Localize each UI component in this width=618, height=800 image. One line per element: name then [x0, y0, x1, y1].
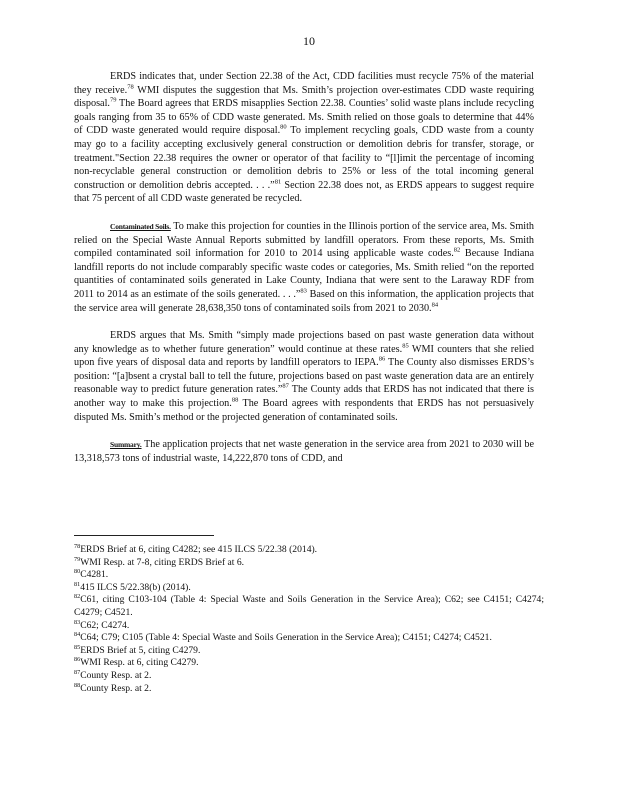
footnote-text: C64; C79; C105 (Table 4: Special Waste and Soils Generation in the Service Area); C4151; C4274; C4521. — [80, 632, 492, 644]
footnote — [74, 670, 544, 683]
footnote-text: ERDS Brief at 6, citing C4282; see 415 ILCS 5/22.38 (2014). — [80, 544, 318, 555]
footnote-text: County Resp. at 2. — [80, 669, 152, 681]
footnote — [74, 632, 544, 645]
paragraph-text: The Board agrees that ERDS misapplies Section 22.38. Counties’ solid waste plans include recycling goals ranging from 35 to 65% of CDD waste generated. Ms. Smith relied on those goals to determine that 44% of CDD waste generated would require disposal. — [74, 98, 534, 137]
footnote-ref: 87 — [282, 383, 289, 391]
footnote-ref: 79 — [109, 96, 117, 104]
footnote-text: C4281. — [80, 569, 109, 581]
paragraph-text: To make this projection for counties in the Illinois portion of the service area, Ms. Smith relied on the Special Waste Annual Reports submitted by landfill operators. From these reports, Ms. Smith compiled contaminated soil information for 2010 to 2014 using applicable waste codes. — [74, 220, 534, 260]
paragraph — [74, 220, 534, 315]
footnote-text: WMI Resp. at 6, citing C4279. — [80, 657, 199, 669]
paragraph — [74, 329, 534, 424]
footnote — [74, 657, 544, 670]
footnote-ref: 83 — [300, 287, 307, 295]
paragraph-text: WMI counters that she relied upon five years of disposal data and reports by landfill operators to IEPA. — [74, 343, 534, 369]
footnote-text: WMI Resp. at 7-8, citing ERDS Brief at 6. — [80, 556, 245, 568]
footnote-ref: 82 — [453, 246, 461, 254]
footnote-ref: 80 — [280, 123, 287, 131]
footnote — [74, 645, 544, 658]
paragraph-text: The Board agrees with respondents that ERDS has not persuasively disputed Ms. Smith’s method or the projected generation of contaminated soils. — [74, 398, 534, 423]
footnote — [74, 569, 544, 582]
paragraph-heading: Summary. — [110, 440, 142, 450]
body-text — [74, 70, 534, 479]
page-number: 10 — [303, 34, 315, 48]
footnote-ref: 86 — [378, 355, 386, 363]
paragraph-text: Based on this information, the application projects that the service area will generate 28,638,350 tons of contaminated soils from 2021 to 2030. — [74, 288, 534, 314]
paragraph-text: To implement recycling goals, CDD waste from a county may go to a facility accepting exclusively general construction or demolition debris for transfer, storage, or treatment."Section 22.38 requires the owner or operator of that facility to “[l]imit the percentage of incoming non-recyclable general construction or demolition debris to 25% or less of the total incoming general construction or demolition debris accepted. . . .” — [74, 125, 534, 191]
paragraph-text: ERDS argues that Ms. Smith “simply made projections based on past waste generation data without any knowledge as to whether future generation” would continue at these rates. — [74, 330, 534, 355]
footnote-number: 81 — [74, 580, 81, 588]
paragraph — [74, 70, 534, 206]
footnote-text: C61, citing C103-104 (Table 4: Special Waste and Soils Generation in the Service Area); C62; see C4151; C4274; C4279; C4521. — [74, 594, 544, 618]
footnote — [74, 620, 544, 633]
footnote-number: 86 — [74, 656, 81, 664]
footnote-ref: 88 — [231, 396, 239, 404]
footnote-number: 80 — [74, 568, 81, 575]
footnote-ref: 78 — [127, 83, 134, 91]
footnote-number: 83 — [74, 618, 81, 626]
footnote — [74, 683, 544, 696]
footnote-text: County Resp. at 2. — [80, 682, 152, 694]
footnote-separator — [74, 535, 214, 536]
footnote — [74, 594, 544, 619]
footnote-text: ERDS Brief at 5, citing C4279. — [80, 644, 201, 656]
paragraph-text: Because Indiana landfill reports do not include comparably specific waste codes or categories, Ms. Smith relied “on the reported quantities of contaminated soils generated in Lake County, Indiana that were sent to the Laraway RDF from 2011 to 2014 as an estimate of the soils generated. . . .” — [74, 248, 534, 300]
footnote — [74, 557, 544, 570]
paragraph-text: The County adds that ERDS has not indicated that there is another way to make this projection. — [74, 384, 534, 410]
footnote-number: 78 — [74, 542, 81, 550]
footnote-text: 415 ILCS 5/22.38(b) (2014). — [80, 581, 191, 593]
footnote-number: 87 — [74, 668, 81, 676]
footnote-ref: 85 — [402, 342, 409, 350]
footnote-ref: 84 — [431, 301, 439, 309]
footnotes — [74, 544, 544, 695]
paragraph-text: The application projects that net waste generation in the service area from 2021 to 2030 will be 13,318,573 tons of industrial waste, 14,222,870 tons of CDD, and — [74, 439, 534, 464]
paragraph-text: The County also dismisses ERDS’s position: “[a]bsent a crystal ball to tell the future, projections based on past waste generation data are an entirely reasonable way to predict future generation rates.” — [74, 357, 534, 396]
paragraph-text: Section 22.38 does not, as ERDS appears to suggest require that 75 percent of all CDD waste generated be recycled. — [74, 179, 534, 205]
footnote-ref: 81 — [274, 178, 282, 186]
footnote-text: C62; C4274. — [80, 619, 130, 631]
paragraph-heading: Contaminated Soils. — [110, 221, 171, 231]
paragraph — [74, 438, 534, 465]
footnote — [74, 544, 544, 557]
footnote-number: 88 — [74, 681, 81, 689]
footnote-number: 84 — [74, 630, 81, 638]
footnote-number: 82 — [74, 593, 81, 601]
footnote-number: 79 — [74, 555, 81, 563]
paragraph-text: WMI disputes the suggestion that Ms. Smith’s projection over-estimates CDD waste requiring disposal. — [74, 84, 534, 110]
footnote — [74, 582, 544, 595]
footnote-number: 85 — [74, 643, 81, 651]
paragraph-text: ERDS indicates that, under Section 22.38 of the Act, CDD facilities must recycle 75% of the material they receive. — [74, 71, 534, 96]
